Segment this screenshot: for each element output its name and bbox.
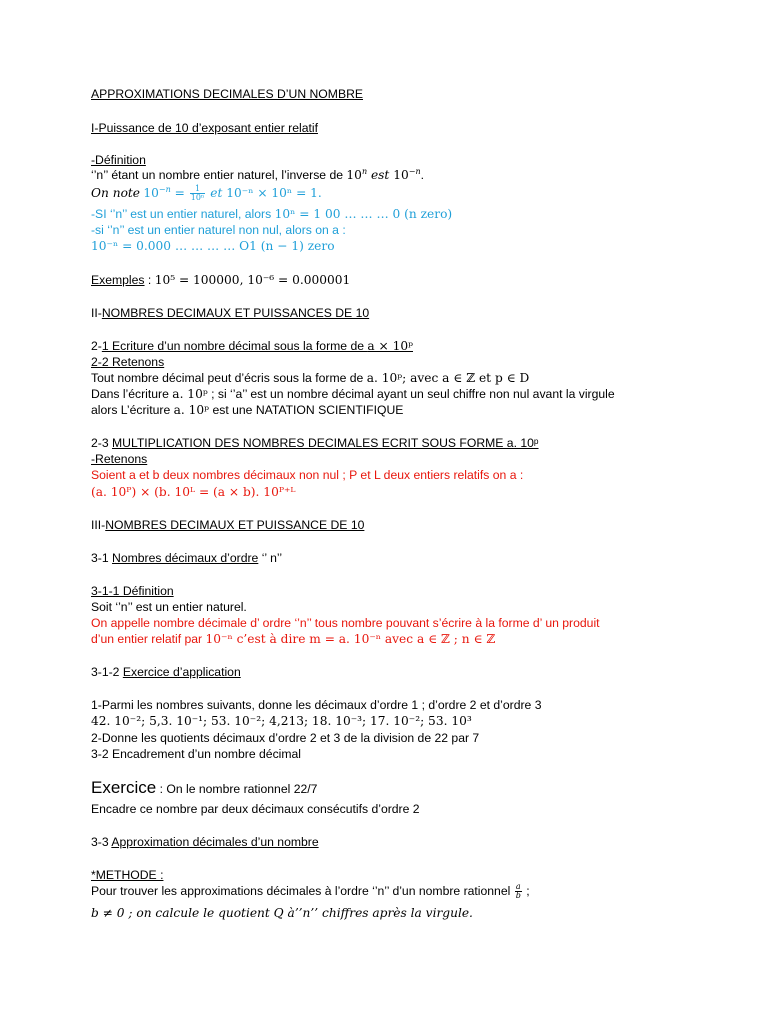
definition-label: -Définition	[91, 153, 146, 167]
exercice-label: Exercice	[91, 778, 157, 797]
part1-heading: I-Puissance de 10 d’exposant entier relatif	[91, 121, 318, 135]
multiplication-rule-text: Soient a et b deux nombres décimaux non nul ; P et L deux entiers relatifs on a :	[91, 468, 524, 482]
decimal-order-definition-1: On appelle nombre décimale d’ ordre ‘’n’’ tous nombre pouvant s’écrire à la forme d’ un produit	[91, 616, 600, 630]
section-2-1: 2-1 Ecriture d’un nombre décimal sous la forme de a × 10ᵖ	[91, 339, 413, 353]
examples-line: Exemples : 10⁵ = 100000, 10⁻⁶ = 0.000001	[91, 273, 351, 287]
retenons-line-2: Dans l’écriture a. 10ᵖ ; si ‘’a’’ est un nombre décimal ayant un seul chiffre non nul avant la virgule	[91, 387, 615, 401]
part2-heading: II-NOMBRES DECIMAUX ET PUISSANCES DE 10	[91, 306, 370, 320]
on-note-rhs: 10⁻ⁿ × 10ⁿ = 1.	[226, 186, 322, 200]
part3-heading: III-NOMBRES DECIMAUX ET PUISSANCE DE 10	[91, 518, 365, 532]
retenons-line-3: alors L’écriture a. 10ᵖ est une NATATION SCIENTIFIQUE	[91, 403, 404, 417]
retenons-line-1: Tout nombre décimal peut d’écris sous la forme de a. 10ᵖ; avec a ∈ ℤ et p ∈ D	[91, 371, 530, 385]
exercise-1-text: 1-Parmi les nombres suivants, donne les décimaux d’ordre 1 ; d’ordre 2 et d’ordre 3	[91, 698, 542, 712]
est-word: est	[367, 168, 394, 182]
on-note-lhs: $10^{-n}$	[143, 185, 171, 200]
methode-line-2: b ≠ 0 ; on calcule le quotient Q à’’n’’ chiffres après la virgule.	[91, 906, 473, 920]
examples-label: Exemples	[91, 273, 145, 287]
retenons-label: -Retenons	[91, 452, 148, 466]
section-3-3: 3-3 Approximation décimales d’un nombre	[91, 835, 319, 849]
exercise-1-numbers: 42. 10⁻²; 5,3. 10⁻¹; 53. 10⁻²; 4,213; 18. 10⁻³; 17. 10⁻²; 53. 10³	[91, 714, 472, 728]
section-3-1-2: 3-1-2 Exercice d’application	[91, 665, 241, 679]
methode-label: *METHODE :	[91, 868, 164, 882]
section-2-3: 2-3 MULTIPLICATION DES NOMBRES DECIMALES ECRIT SOUS FORME a. 10ᵖ	[91, 436, 539, 450]
fraction-one-over-10n: $\frac{1}{\text{10ⁿ}}$	[190, 184, 205, 203]
section-3-1-1: 3-1-1 Définition	[91, 584, 174, 598]
section-2-2: 2-2 Retenons	[91, 355, 165, 369]
examples-formula: 10⁵ = 100000, 10⁻⁶ = 0.000001	[154, 273, 351, 287]
si-n-line: -SI ‘’n’’ est un entier naturel, alors 10ⁿ = 1 00 … … … 0 (n zero)	[91, 207, 453, 221]
on-note-line: On note $10^{-n}$ = $\frac{1}{\text{10ⁿ}}$ et 10⁻ⁿ × 10ⁿ = 1.	[91, 184, 322, 203]
decimal-order-definition-2: d’un entier relatif par 10⁻ⁿ c’est à dire m = a. 10⁻ⁿ avec a ∈ ℤ ; n ∈ ℤ	[91, 632, 496, 646]
exercice-line: Exercice : On le nombre rationnel 22/7	[91, 778, 318, 797]
document-title: APPROXIMATIONS DECIMALES D’UN NOMBRE	[91, 87, 363, 101]
negative-power-formula: 10⁻ⁿ = 0.000 … … … … O1 (n − 1) zero	[91, 239, 335, 253]
methode-line-1: Pour trouver les approximations décimales à l’ordre ‘’n’’ d’un nombre rationnel $\frac{a}{b}$ ;	[91, 882, 530, 901]
section-3-2: 3-2 Encadrement d’un nombre décimal	[91, 747, 302, 761]
soit-line: Soit ‘’n’’ est un entier naturel.	[91, 600, 247, 614]
definition-line: ‘’n’’ étant un nombre entier naturel, l’inverse de 10$^n$ est $10^{-n}$.	[91, 167, 424, 182]
fraction-a-over-b: $\frac{a}{b}$	[515, 882, 521, 901]
power-10-n: 10$^n$	[346, 167, 368, 182]
on-note-text: On note	[91, 186, 141, 200]
encadre-line: Encadre ce nombre par deux décimaux consécutifs d’ordre 2	[91, 802, 420, 816]
exercise-2-text: 2-Donne les quotients décimaux d’ordre 2 et 3 de la division de 22 par 7	[91, 731, 480, 745]
power-10-minus-n: $10^{-n}$	[393, 167, 421, 182]
si-n-nonnul-line: -si ‘’n’’ est un entier naturel non nul, alors on a :	[91, 223, 346, 237]
section-3-1: 3-1 Nombres décimaux d’ordre ‘’ n’’	[91, 551, 283, 565]
definition-text: ‘’n’’ étant un nombre entier naturel, l’inverse de	[91, 168, 344, 182]
multiplication-rule-formula: (a. 10ᴾ) × (b. 10ᴸ = (a × b). 10ᴾ⁺ᴸ	[91, 485, 296, 499]
